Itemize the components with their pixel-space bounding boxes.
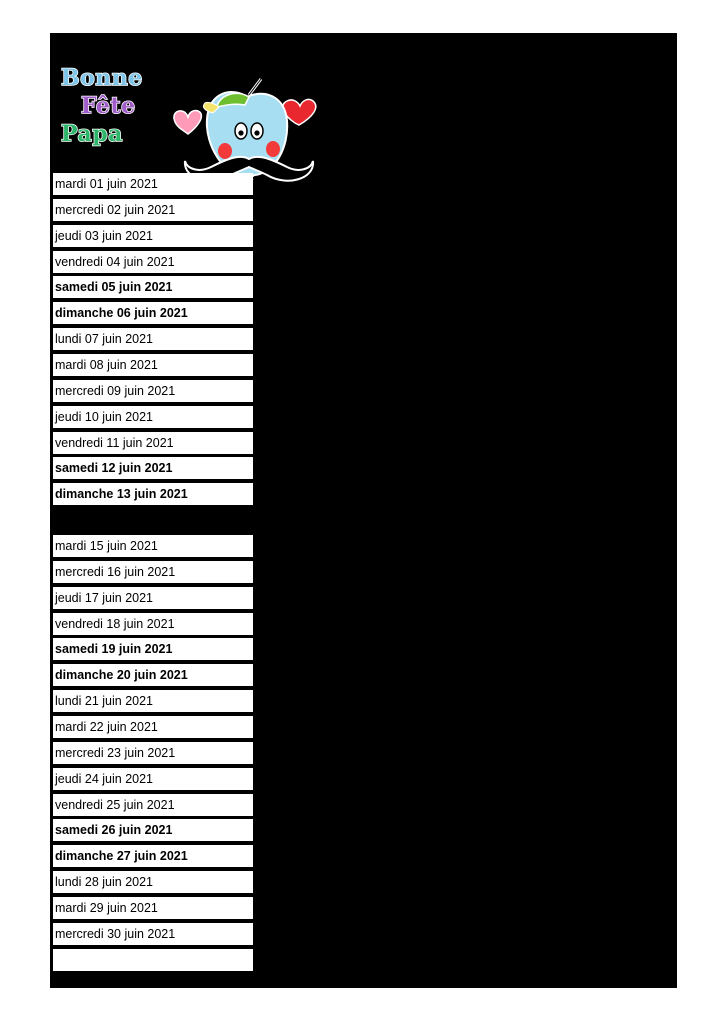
day-row: mardi 01 juin 2021	[53, 173, 253, 195]
day-row: dimanche 27 juin 2021	[53, 845, 253, 867]
day-row: lundi 28 juin 2021	[53, 871, 253, 893]
day-row: dimanche 06 juin 2021	[53, 302, 253, 324]
day-row: vendredi 18 juin 2021	[53, 613, 253, 635]
title-line-papa: Papa	[61, 121, 123, 147]
title-line-fete: Fête	[81, 93, 136, 119]
day-row	[53, 949, 253, 971]
day-row: mercredi 16 juin 2021	[53, 561, 253, 583]
day-row: mercredi 09 juin 2021	[53, 380, 253, 402]
day-row: jeudi 03 juin 2021	[53, 225, 253, 247]
day-row: samedi 12 juin 2021	[53, 457, 253, 479]
day-gap	[53, 509, 253, 531]
day-row: jeudi 24 juin 2021	[53, 768, 253, 790]
day-row: samedi 19 juin 2021	[53, 638, 253, 660]
day-row: samedi 05 juin 2021	[53, 276, 253, 298]
day-row: dimanche 20 juin 2021	[53, 664, 253, 686]
day-row: mardi 15 juin 2021	[53, 535, 253, 557]
day-row: samedi 26 juin 2021	[53, 819, 253, 841]
day-row: jeudi 10 juin 2021	[53, 406, 253, 428]
day-row: vendredi 11 juin 2021	[53, 432, 253, 454]
heart-pink-icon	[174, 110, 202, 134]
day-row: jeudi 17 juin 2021	[53, 587, 253, 609]
day-row: mardi 08 juin 2021	[53, 354, 253, 376]
day-row: dimanche 13 juin 2021	[53, 483, 253, 505]
day-row: mardi 22 juin 2021	[53, 716, 253, 738]
day-row: vendredi 25 juin 2021	[53, 794, 253, 816]
day-list	[53, 173, 253, 975]
day-row: mercredi 23 juin 2021	[53, 742, 253, 764]
day-row: lundi 21 juin 2021	[53, 690, 253, 712]
calendar-sheet	[50, 33, 677, 988]
day-row: mercredi 30 juin 2021	[53, 923, 253, 945]
day-row: mercredi 02 juin 2021	[53, 199, 253, 221]
day-row: lundi 07 juin 2021	[53, 328, 253, 350]
day-row: vendredi 04 juin 2021	[53, 251, 253, 273]
day-row: mardi 29 juin 2021	[53, 897, 253, 919]
title-line-bonne: Bonne	[61, 65, 143, 91]
